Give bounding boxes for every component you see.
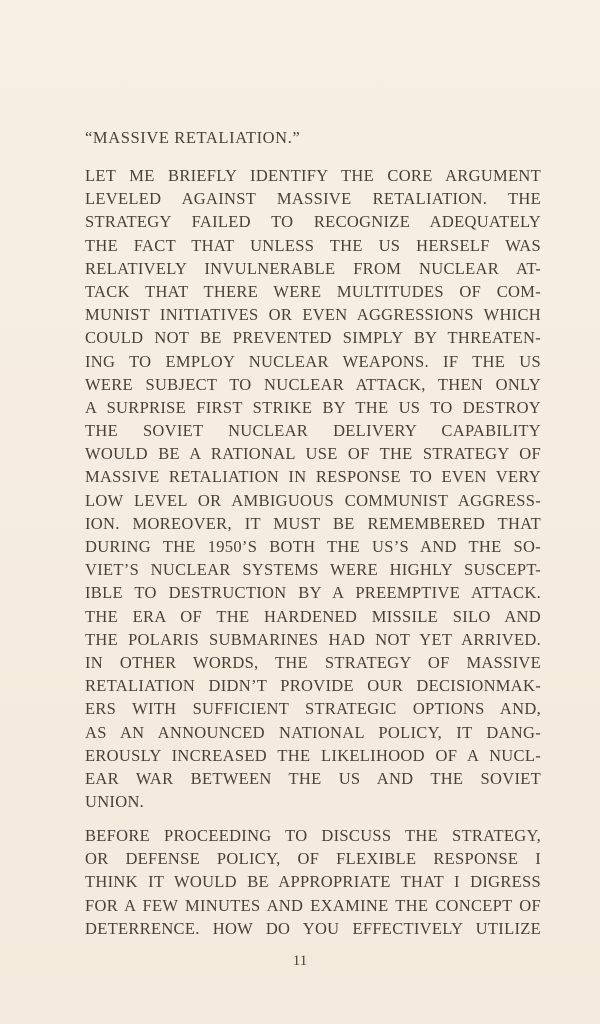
text-line: DURING THE 1950’S BOTH THE US’S AND THE SO- — [85, 537, 541, 556]
text-line: WOULD BE A RATIONAL USE OF THE STRATEGY OF — [85, 444, 541, 464]
text-line: MUNIST INITIATIVES OR EVEN AGGRESSIONS WHICH — [85, 305, 541, 325]
text-line: VIET’S NUCLEAR SYSTEMS WERE HIGHLY SUSCEPT- — [85, 560, 541, 580]
text-line: A SURPRISE FIRST STRIKE BY THE US TO DESTROY — [85, 397, 541, 417]
body-paragraph-1 — [85, 164, 541, 813]
text-line: UNION. — [85, 792, 145, 812]
text-line: LET ME BRIEFLY IDENTIFY THE CORE ARGUMENT — [85, 166, 541, 185]
section-heading: “MASSIVE RETALIATION.” — [85, 128, 301, 147]
text-line: LEVELED AGAINST MASSIVE RETALIATION. THE — [85, 189, 541, 209]
text-line: AS AN ANNOUNCED NATIONAL POLICY, IT DANG- — [85, 722, 541, 742]
text-line: COULD NOT BE PREVENTED SIMPLY BY THREATEN- — [85, 328, 541, 348]
text-line: FOR A FEW MINUTES AND EXAMINE THE CONCEPT OF — [85, 895, 541, 915]
text-line: BEFORE PROCEEDING TO DISCUSS THE STRATEGY, — [85, 826, 541, 845]
body-paragraph-2 — [85, 824, 541, 940]
text-line: MASSIVE RETALIATION IN RESPONSE TO EVEN VERY — [85, 467, 541, 487]
text-line: EROUSLY INCREASED THE LIKELIHOOD OF A NUCL- — [85, 745, 541, 765]
text-line: TACK THAT THERE WERE MULTITUDES OF COM- — [85, 281, 541, 301]
text-line: ION. MOREOVER, IT MUST BE REMEMBERED THAT — [85, 513, 541, 533]
text-line: THE ERA OF THE HARDENED MISSILE SILO AND — [85, 606, 541, 626]
text-line: ERS WITH SUFFICIENT STRATEGIC OPTIONS AND, — [85, 699, 541, 719]
text-line: IBLE TO DESTRUCTION BY A PREEMPTIVE ATTACK. — [85, 583, 541, 603]
text-line: DETERRENCE. HOW DO YOU EFFECTIVELY UTILIZE — [85, 918, 541, 938]
text-line: WERE SUBJECT TO NUCLEAR ATTACK, THEN ONLY — [85, 374, 541, 394]
text-line: LOW LEVEL OR AMBIGUOUS COMMUNIST AGGRESS- — [85, 490, 541, 510]
text-line: STRATEGY FAILED TO RECOGNIZE ADEQUATELY — [85, 212, 541, 232]
text-line: ING TO EMPLOY NUCLEAR WEAPONS. IF THE US — [85, 351, 541, 371]
text-line: THINK IT WOULD BE APPROPRIATE THAT I DIGRESS — [85, 872, 541, 892]
text-line: THE SOVIET NUCLEAR DELIVERY CAPABILITY — [85, 421, 541, 441]
page-number: 11 — [292, 953, 308, 969]
text-line: RETALIATION DIDN’T PROVIDE OUR DECISIONMAK- — [85, 676, 541, 696]
text-line: THE POLARIS SUBMARINES HAD NOT YET ARRIVED. — [85, 629, 541, 649]
text-line: THE FACT THAT UNLESS THE US HERSELF WAS — [85, 235, 541, 255]
text-line: OR DEFENSE POLICY, OF FLEXIBLE RESPONSE I — [85, 849, 541, 869]
text-line: EAR WAR BETWEEN THE US AND THE SOVIET — [85, 768, 541, 788]
text-line: IN OTHER WORDS, THE STRATEGY OF MASSIVE — [85, 652, 541, 672]
text-line: RELATIVELY INVULNERABLE FROM NUCLEAR AT- — [85, 258, 541, 278]
